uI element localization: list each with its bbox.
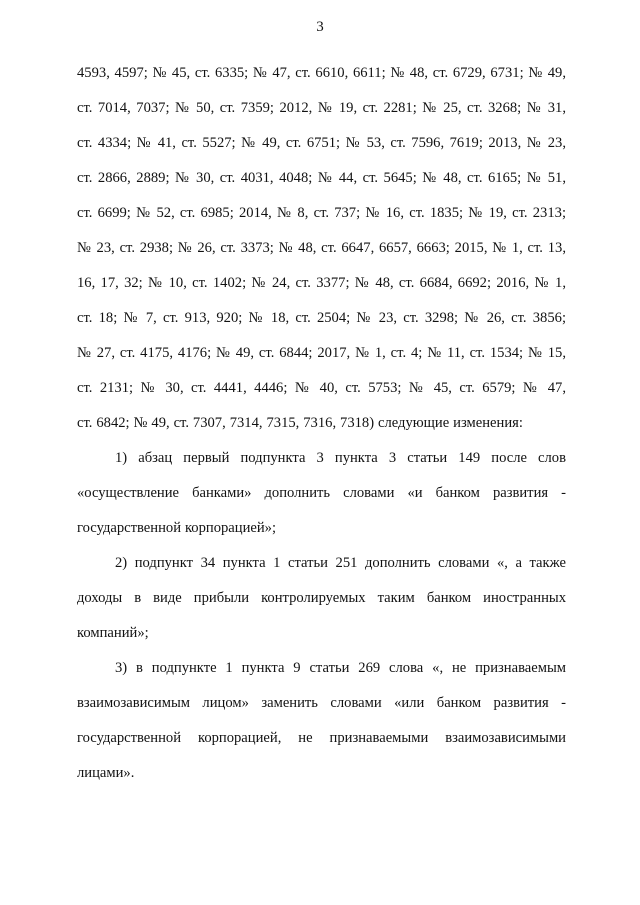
- text-line: доходы в виде прибыли контролируемых таким банком иностранных: [77, 590, 566, 606]
- text-line: ст. 2131; № 30, ст. 4441, 4446; № 40, ст. 5753; № 45, ст. 6579; № 47,: [77, 380, 566, 396]
- paragraph: [77, 651, 566, 791]
- text-line: 4593, 4597; № 45, ст. 6335; № 47, ст. 6610, 6611; № 48, ст. 6729, 6731; № 49,: [77, 65, 566, 81]
- text-line: 3) в подпункте 1 пункта 9 статьи 269 слова «, не признаваемым: [115, 660, 566, 676]
- text-line: компаний»;: [77, 625, 149, 641]
- text-line: государственной корпорацией, не признаваемыми взаимозависимыми: [77, 730, 566, 746]
- text-line: лицами».: [77, 765, 135, 781]
- text-line: ст. 7014, 7037; № 50, ст. 7359; 2012, № 19, ст. 2281; № 25, ст. 3268; № 31,: [77, 100, 566, 116]
- text-line: ст. 4334; № 41, ст. 5527; № 49, ст. 6751; № 53, ст. 7596, 7619; 2013, № 23,: [77, 135, 566, 151]
- text-line: № 23, ст. 2938; № 26, ст. 3373; № 48, ст. 6647, 6657, 6663; 2015, № 1, ст. 13,: [77, 240, 566, 256]
- text-line: ст. 6842; № 49, ст. 7307, 7314, 7315, 7316, 7318) следующие изменения:: [77, 415, 523, 431]
- text-line: 16, 17, 32; № 10, ст. 1402; № 24, ст. 3377; № 48, ст. 6684, 6692; 2016, № 1,: [77, 275, 566, 291]
- text-line: «осуществление банками» дополнить словами «и банком развития -: [77, 485, 566, 501]
- text-line: 2) подпункт 34 пункта 1 статьи 251 дополнить словами «, а также: [115, 555, 566, 571]
- text-line: ст. 18; № 7, ст. 913, 920; № 18, ст. 2504; № 23, ст. 3298; № 26, ст. 3856;: [77, 310, 566, 326]
- text-line: 1) абзац первый подпункта 3 пункта 3 статьи 149 после слов: [115, 450, 566, 466]
- page-number: 3: [316, 19, 324, 35]
- text-line: ст. 6699; № 52, ст. 6985; 2014, № 8, ст. 737; № 16, ст. 1835; № 19, ст. 2313;: [77, 205, 566, 221]
- text-line: государственной корпорацией»;: [77, 520, 277, 536]
- document-text: [77, 56, 566, 791]
- text-line: ст. 2866, 2889; № 30, ст. 4031, 4048; № 44, ст. 5645; № 48, ст. 6165; № 51,: [77, 170, 566, 186]
- paragraph: [77, 441, 566, 546]
- text-line: № 27, ст. 4175, 4176; № 49, ст. 6844; 2017, № 1, ст. 4; № 11, ст. 1534; № 15,: [77, 345, 566, 361]
- paragraph: [77, 56, 566, 441]
- paragraph: [77, 546, 566, 651]
- text-line: взаимозависимым лицом» заменить словами «или банком развития -: [77, 695, 566, 711]
